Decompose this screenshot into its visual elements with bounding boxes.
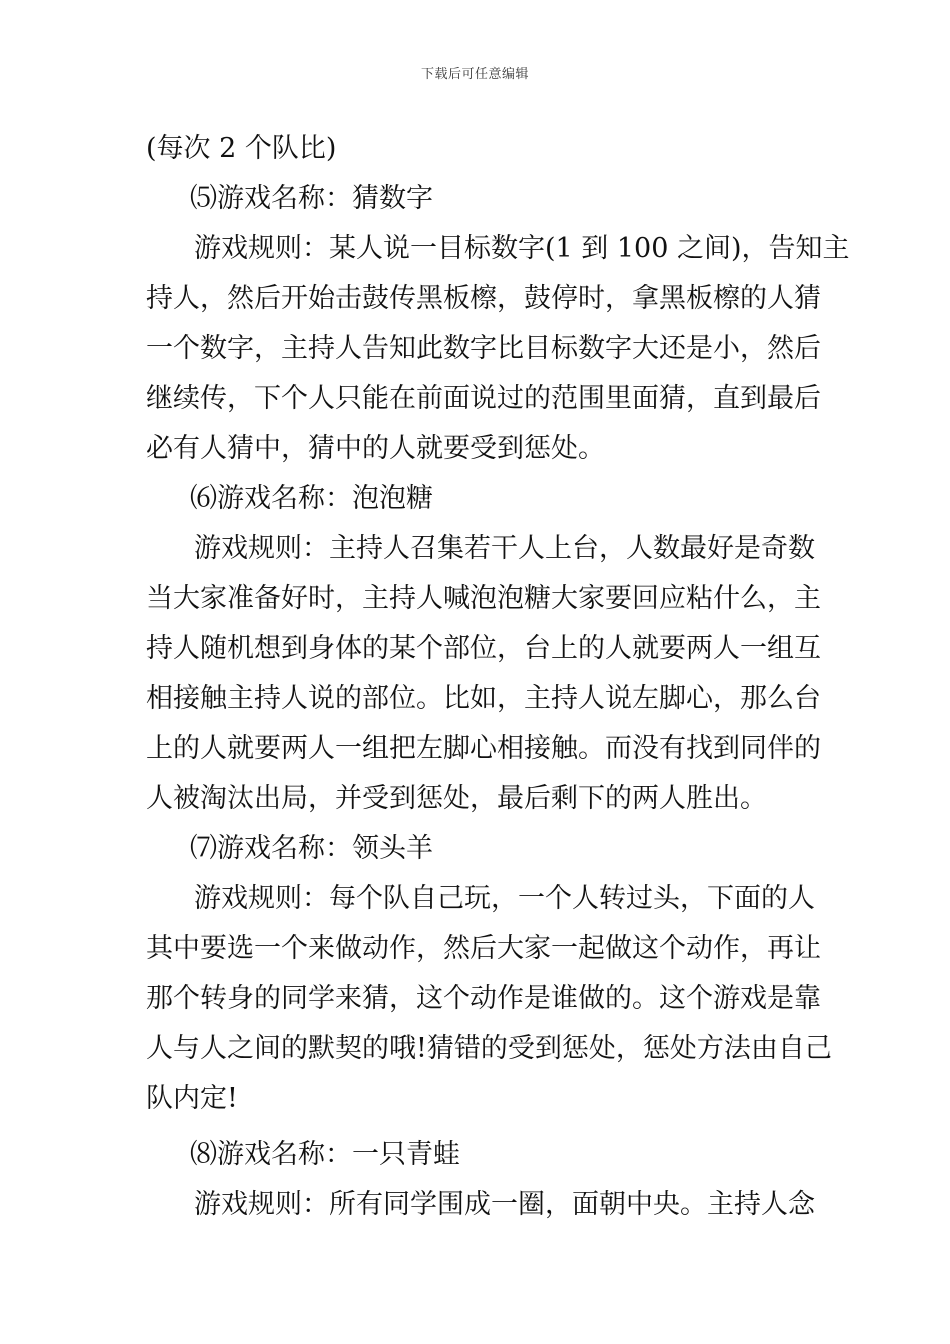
text-line: (每次 2 个队比): [146, 133, 337, 164]
text-line: 游戏规则：主持人召集若干人上台，人数最好是奇数: [194, 533, 815, 564]
text-line: 游戏规则：某人说一目标数字(1 到 100 之间)，告知主: [194, 233, 850, 264]
text-line: 当大家准备好时，主持人喊泡泡糖大家要回应粘什么，主: [146, 583, 821, 614]
page-header: 下载后可任意编辑: [420, 67, 529, 82]
section-heading-5: ⑸游戏名称：猜数字: [190, 183, 433, 214]
text-line: 那个转身的同学来猜，这个动作是谁做的。这个游戏是靠: [146, 983, 821, 1014]
text-line: 相接触主持人说的部位。比如，主持人说左脚心，那么台: [146, 683, 821, 714]
text-line: 人被淘汰出局，并受到惩处，最后剩下的两人胜出。: [146, 783, 767, 814]
text-line: 一个数字，主持人告知此数字比目标数字大还是小，然后: [146, 333, 821, 364]
text-line: 持人，然后开始击鼓传黑板檫，鼓停时，拿黑板檫的人猜: [146, 283, 821, 314]
text-line: 其中要选一个来做动作，然后大家一起做这个动作，再让: [146, 933, 821, 964]
text-line: 游戏规则：每个队自己玩，一个人转过头，下面的人: [194, 883, 815, 914]
text-line: 继续传，下个人只能在前面说过的范围里面猜，直到最后: [146, 383, 821, 414]
text-line: 必有人猜中，猜中的人就要受到惩处。: [146, 433, 605, 464]
document-body: [146, 124, 850, 1230]
section-heading-8: ⑻游戏名称：一只青蛙: [190, 1139, 460, 1170]
text-line: 人与人之间的默契的哦!猜错的受到惩处，惩处方法由自己: [146, 1033, 832, 1064]
section-heading-6: ⑹游戏名称：泡泡糖: [190, 483, 433, 514]
text-line: 持人随机想到身体的某个部位，台上的人就要两人一组互: [146, 633, 821, 664]
text-line: 上的人就要两人一组把左脚心相接触。而没有找到同伴的: [146, 733, 821, 764]
text-line: 队内定!: [146, 1083, 238, 1114]
text-line: 游戏规则：所有同学围成一圈，面朝中央。主持人念: [194, 1189, 815, 1220]
section-heading-7: ⑺游戏名称：领头羊: [190, 833, 433, 864]
